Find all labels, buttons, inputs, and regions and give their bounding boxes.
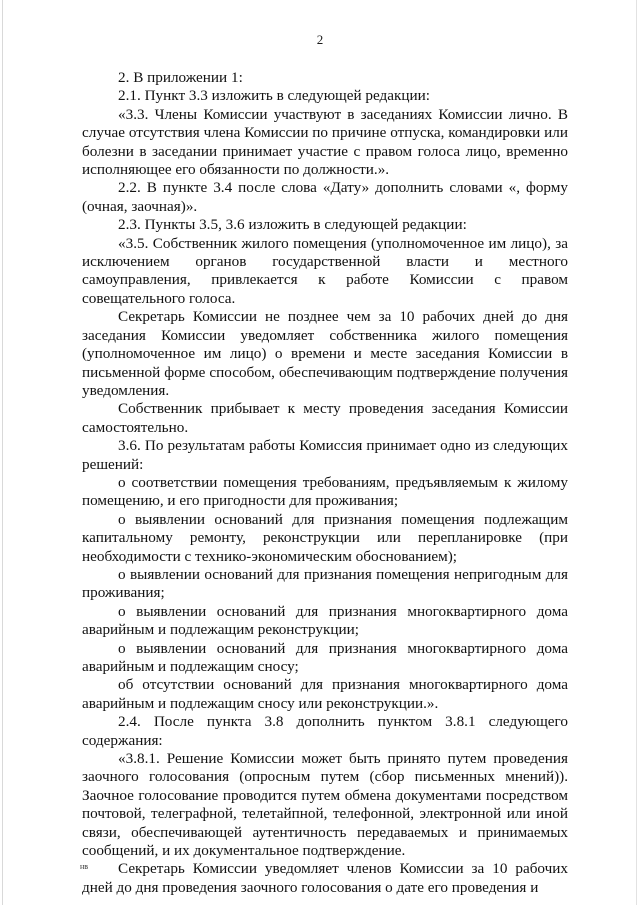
scan-edge-left (2, 0, 3, 905)
scan-edge-right (636, 0, 637, 905)
paragraph-decision-4: о выявлении оснований для признания многоквартирного дома аварийным и подлежащим реконструкции; (82, 602, 568, 639)
paragraph-decision-6: об отсутствии оснований для признания многоквартирного дома аварийным и подлежащим сносу или реконструкции.». (82, 676, 568, 712)
paragraph-decision-1: о соответствии помещения требованиям, предъявляемым к жилому помещению, и его пригодности для проживания; (82, 473, 568, 510)
paragraph-secretary-notice: Секретарь Комиссии не позднее чем за 10 рабочих дней до дня заседания Комиссии уведомляет собственника жилого помещения (уполномоченное им лицо) о времени и месте заседания Комиссии в письменной форме способом, обеспечивающим подтверждение получения уведомления. (82, 308, 568, 399)
paragraph-decision-5: о выявлении оснований для признания многоквартирного дома аварийным и подлежащим сносу; (82, 639, 568, 675)
paragraph-2-2: 2.2. В пункте 3.4 после слова «Дату» дополнить словами «, форму (очная, заочная)». (82, 179, 568, 215)
paragraph-2-4: 2.4. После пункта 3.8 дополнить пунктом 3.8.1 следующего содержания: (82, 713, 568, 749)
page-number: 2 (316, 32, 324, 47)
paragraph-secretary-notifies: Секретарь Комиссии уведомляет членов Комиссии за 10 рабочих дней до дня проведения заочного голосования о дате его проведения и (82, 860, 568, 896)
paragraph-3-5: «3.5. Собственник жилого помещения (уполномоченное им лицо), за исключением органов государственной власти и местного самоуправления, привлекается к работе Комиссии с правом совещательного голоса. (82, 234, 568, 307)
paragraph-owner-arrives: Собственник прибывает к месту проведения заседания Комиссии самостоятельно. (82, 400, 568, 436)
paragraph-3-6: 3.6. По результатам работы Комиссия принимает одно из следующих решений: (82, 437, 568, 473)
paragraph-decision-2: о выявлении оснований для признания помещения подлежащим капитальному ремонту, реконструкции или перепланировке (при необходимости с технико-экономическим обоснованием); (82, 510, 568, 565)
paragraph-3-3: «3.3. Члены Комиссии участвуют в заседаниях Комиссии лично. В случае отсутствия члена Комиссии по причине отпуска, командировки или болезни в заседании принимает участие с правом голоса лицо, временно исполняющее его обязанности по должности.». (82, 105, 568, 179)
footer-mark: нв (80, 862, 89, 871)
paragraph-3-8-1: «3.8.1. Решение Комиссии может быть принято путем проведения заочного голосования (опросным путем (сбор письменных мнений)). Заочное голосование проводится путем обмена документами посредством почтовой, телеграфной, телетайпной, телефонной, электронной или иной связи, обеспечивающей аутентичность передаваемых и принимаемых сообщений, и их документальное подтверждение. (82, 750, 568, 860)
paragraph-2-3: 2.3. Пункты 3.5, 3.6 изложить в следующей редакции: (118, 216, 467, 234)
paragraph-2-1: 2.1. Пункт 3.3 изложить в следующей редакции: (118, 87, 431, 105)
document-body (82, 69, 568, 897)
paragraph-appendix-heading: 2. В приложении 1: (118, 69, 243, 86)
paragraph-decision-3: о выявлении оснований для признания помещения непригодным для проживания; (82, 565, 568, 602)
